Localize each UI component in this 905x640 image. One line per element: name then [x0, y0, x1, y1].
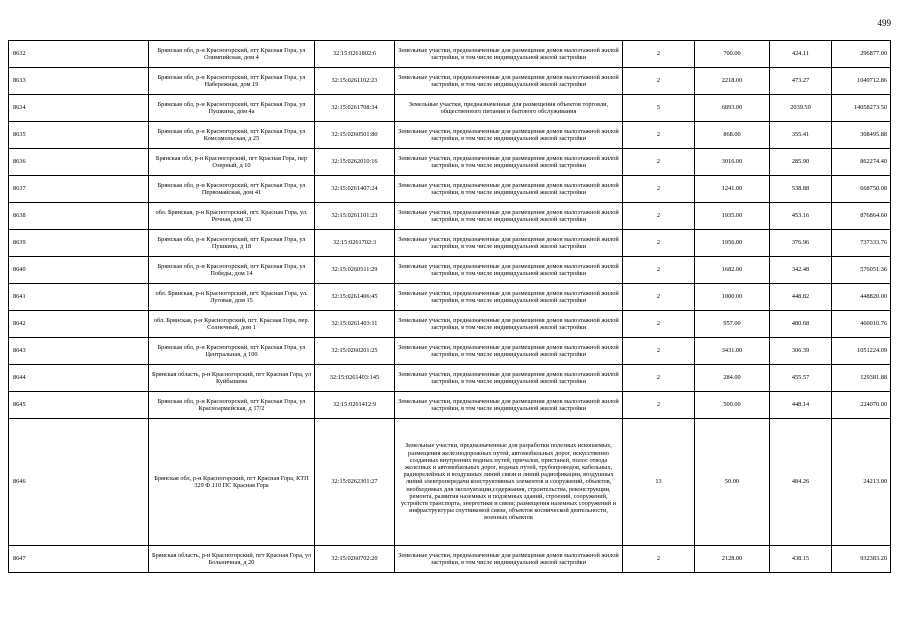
record-number: 8635	[9, 122, 149, 149]
table-row	[9, 95, 891, 122]
specific-value: 484.26	[770, 419, 832, 546]
area-value: 957.00	[695, 311, 770, 338]
use-group: 2	[623, 311, 695, 338]
area-value: 2218.00	[695, 68, 770, 95]
cadastral-value: 129381.88	[832, 365, 891, 392]
record-number: 8641	[9, 284, 149, 311]
land-use-purpose: Земельные участки, предназначенные для размещения домов малоэтажной жилой застройки, в том числе индивидуальной жилой застройки	[395, 68, 623, 95]
record-number: 8640	[9, 257, 149, 284]
area-value: 1956.00	[695, 230, 770, 257]
specific-value: 473.27	[770, 68, 832, 95]
specific-value: 448.82	[770, 284, 832, 311]
page-number: 499	[877, 18, 891, 28]
cadastral-number: 32:15:0262010:16	[315, 149, 395, 176]
use-group: 2	[623, 68, 695, 95]
address-cell: Брянская обл, р-н Красногорский, пгт Красная Гора, ул Комсомольская, д 25	[149, 122, 315, 149]
record-number: 8645	[9, 392, 149, 419]
address-cell: Брянская обл, р-н Красногорский, пгт Красная Гора, ул Центральная, д 100	[149, 338, 315, 365]
table-row	[9, 176, 891, 203]
table-row	[9, 284, 891, 311]
land-use-purpose: Земельные участки, предназначенные для размещения домов малоэтажной жилой застройки, в том числе индивидуальной жилой застройки	[395, 257, 623, 284]
use-group: 2	[623, 257, 695, 284]
cadastral-value: 308495.88	[832, 122, 891, 149]
land-use-purpose: Земельные участки, предназначенные для размещения домов малоэтажной жилой застройки, в том числе индивидуальной жилой застройки	[395, 546, 623, 573]
table-row	[9, 392, 891, 419]
address-cell: Брянская область, р-н Красногорский, пгт Красная Гора, ул Куйбышева	[149, 365, 315, 392]
table-row	[9, 230, 891, 257]
table-row	[9, 311, 891, 338]
cadastral-number: 32:15:0261407:24	[315, 176, 395, 203]
cadastral-value: 14058273.50	[832, 95, 891, 122]
address-cell: Брянская обл, р-н Красногорский, пгт Красная Гора, ул Олимпийская, дом 4	[149, 41, 315, 68]
specific-value: 448.14	[770, 392, 832, 419]
table-row	[9, 41, 891, 68]
address-cell: обл. Брянская, р-н Красногорский, пгт. Красная Гора, ул. Речная, дом 33	[149, 203, 315, 230]
table-row	[9, 122, 891, 149]
cadastral-value: 460010.76	[832, 311, 891, 338]
cadastral-number: 32:15:0261101:23	[315, 203, 395, 230]
table-row	[9, 149, 891, 176]
land-use-purpose: Земельные участки, предназначенные для разработки полезных ископаемых, размещения железнодорожных путей, автомобильных дорог, искусственно созданных внутренних водных путей, причалов, пристаней, полос отвода железных и автомобильных дорог, водных путей, трубопроводов, кабельных, радиорелейных и воздушных линий связи и линий радиофикации, воздушных линий электропередачи конструктивных элементов и сооружений, объектов, необходимых для эксплуатации,содержания, строительства, реконструкции, ремонта, развития наземных и подземных зданий, строений, сооружений, устройств транспорта, энергетики и связи; размещения наземных сооружений и инфраструктуры спутниковой связи, объектов космической деятельности, военных объектов	[395, 419, 623, 546]
land-registry-table	[8, 40, 891, 573]
land-use-purpose: Земельные участки, предназначенные для размещения домов малоэтажной жилой застройки, в том числе индивидуальной жилой застройки	[395, 203, 623, 230]
table-row	[9, 419, 891, 546]
land-use-purpose: Земельные участки, предназначенные для размещения домов малоэтажной жилой застройки, в том числе индивидуальной жилой застройки	[395, 41, 623, 68]
table-row	[9, 68, 891, 95]
record-number: 8637	[9, 176, 149, 203]
land-use-purpose: Земельные участки, предназначенные для размещения домов малоэтажной жилой застройки, в том числе индивидуальной жилой застройки	[395, 122, 623, 149]
area-value: 3016.00	[695, 149, 770, 176]
record-number: 8647	[9, 546, 149, 573]
cadastral-value: 1049712.86	[832, 68, 891, 95]
table-row	[9, 546, 891, 573]
specific-value: 538.88	[770, 176, 832, 203]
specific-value: 455.57	[770, 365, 832, 392]
cadastral-number: 32:15:0260702:20	[315, 546, 395, 573]
area-value: 1682.00	[695, 257, 770, 284]
record-number: 8644	[9, 365, 149, 392]
cadastral-value: 932383.20	[832, 546, 891, 573]
use-group: 2	[623, 122, 695, 149]
use-group: 2	[623, 392, 695, 419]
cadastral-number: 32:15:0261802:6	[315, 41, 395, 68]
cadastral-number: 32:15:0261403:11	[315, 311, 395, 338]
area-value: 1000.00	[695, 284, 770, 311]
registry-body	[9, 41, 891, 573]
cadastral-number: 32:15:0261412:9	[315, 392, 395, 419]
record-number: 8643	[9, 338, 149, 365]
use-group: 2	[623, 338, 695, 365]
record-number: 8642	[9, 311, 149, 338]
specific-value: 376.96	[770, 230, 832, 257]
cadastral-number: 32:15:0262301:27	[315, 419, 395, 546]
use-group: 2	[623, 176, 695, 203]
land-use-purpose: Земельные участки, предназначенные для размещения домов малоэтажной жилой застройки, в том числе индивидуальной жилой застройки	[395, 230, 623, 257]
cadastral-value: 876864.60	[832, 203, 891, 230]
specific-value: 424.11	[770, 41, 832, 68]
cadastral-value: 224070.00	[832, 392, 891, 419]
use-group: 2	[623, 41, 695, 68]
use-group: 13	[623, 419, 695, 546]
cadastral-number: 32:15:0260501:80	[315, 122, 395, 149]
specific-value: 285.90	[770, 149, 832, 176]
table-row	[9, 257, 891, 284]
area-value: 700.00	[695, 41, 770, 68]
cadastral-value: 576051.36	[832, 257, 891, 284]
address-cell: Брянская обл, р-н Красногорский, пгт Красная Гора, ул Пушкина, дом 4а	[149, 95, 315, 122]
use-group: 2	[623, 203, 695, 230]
address-cell: Брянская обл, р-н Красногорский, пгт Красная Гора, ул Набережная, дом 19	[149, 68, 315, 95]
cadastral-value: 24213.00	[832, 419, 891, 546]
address-cell: Брянская обл, р-н Красногорский, пгт Красная Гора, пер Озерный, д 10	[149, 149, 315, 176]
cadastral-value: 296877.00	[832, 41, 891, 68]
cadastral-value: 668750.08	[832, 176, 891, 203]
area-value: 2128.00	[695, 546, 770, 573]
record-number: 8632	[9, 41, 149, 68]
cadastral-value: 737333.76	[832, 230, 891, 257]
use-group: 2	[623, 546, 695, 573]
specific-value: 2039.50	[770, 95, 832, 122]
address-cell: Брянская обл, р-н Красногорский, пгт Красная Гора, ул Первомайская, дом 41	[149, 176, 315, 203]
address-cell: обл. Брянская, р-н Красногорский, пгт. Красная Гора, пер. Солнечный, дом 1	[149, 311, 315, 338]
cadastral-number: 32:15:0261102:23	[315, 68, 395, 95]
area-value: 6893.00	[695, 95, 770, 122]
record-number: 8636	[9, 149, 149, 176]
record-number: 8634	[9, 95, 149, 122]
land-use-purpose: Земельные участки, предназначенные для размещения домов малоэтажной жилой застройки, в том числе индивидуальной жилой застройки	[395, 392, 623, 419]
address-cell: обл. Брянская, р-н Красногорский, пгт. Красная Гора, ул. Луговая, дом 15	[149, 284, 315, 311]
specific-value: 480.68	[770, 311, 832, 338]
table-row	[9, 338, 891, 365]
cadastral-number: 32:15:0260201:25	[315, 338, 395, 365]
use-group: 2	[623, 284, 695, 311]
land-use-purpose: Земельные участки, предназначенные для размещения объектов торговли, общественного питания и бытового обслуживания	[395, 95, 623, 122]
area-value: 1935.00	[695, 203, 770, 230]
address-cell: Брянская обл, р-н Красногорский, пгт Красная Гора, ул Красноармейская, д 17/2	[149, 392, 315, 419]
cadastral-number: 32:15:0261403:145	[315, 365, 395, 392]
table-row	[9, 365, 891, 392]
area-value: 868.00	[695, 122, 770, 149]
cadastral-number: 32:15:0261406:45	[315, 284, 395, 311]
cadastral-number: 32:15:0261708:34	[315, 95, 395, 122]
use-group: 5	[623, 95, 695, 122]
record-number: 8639	[9, 230, 149, 257]
address-cell: Брянская область, р-н Красногорский, пгт Красная Гора, ул Больничная, д 20	[149, 546, 315, 573]
specific-value: 453.16	[770, 203, 832, 230]
cadastral-number: 32:15:0261702:3	[315, 230, 395, 257]
record-number: 8646	[9, 419, 149, 546]
land-use-purpose: Земельные участки, предназначенные для размещения домов малоэтажной жилой застройки, в том числе индивидуальной жилой застройки	[395, 338, 623, 365]
area-value: 500.00	[695, 392, 770, 419]
area-value: 284.00	[695, 365, 770, 392]
cadastral-value: 862274.40	[832, 149, 891, 176]
area-value: 1241.00	[695, 176, 770, 203]
use-group: 2	[623, 230, 695, 257]
table-row	[9, 203, 891, 230]
cadastral-number: 32:15:0260511:29	[315, 257, 395, 284]
address-cell: Брянская обл, р-н Красногорский, пгт Красная Гора, ул Победы, дом 14	[149, 257, 315, 284]
specific-value: 355.41	[770, 122, 832, 149]
area-value: 3431.00	[695, 338, 770, 365]
land-use-purpose: Земельные участки, предназначенные для размещения домов малоэтажной жилой застройки, в том числе индивидуальной жилой застройки	[395, 176, 623, 203]
area-value: 50.00	[695, 419, 770, 546]
address-cell: Брянская обл, р-н Красногорский, пгт Красная Гора, ул Пушкина, д 18	[149, 230, 315, 257]
land-use-purpose: Земельные участки, предназначенные для размещения домов малоэтажной жилой застройки, в том числе индивидуальной жилой застройки	[395, 149, 623, 176]
record-number: 8633	[9, 68, 149, 95]
specific-value: 438.15	[770, 546, 832, 573]
cadastral-value: 448820.00	[832, 284, 891, 311]
specific-value: 306.39	[770, 338, 832, 365]
specific-value: 342.48	[770, 257, 832, 284]
land-use-purpose: Земельные участки, предназначенные для размещения домов малоэтажной жилой застройки, в том числе индивидуальной жилой застройки	[395, 365, 623, 392]
address-cell: Брянская обл, р-н Красногорский, пгт Красная Гора, КТП 329 Ф.110 ПС Красная Гора	[149, 419, 315, 546]
use-group: 2	[623, 365, 695, 392]
land-use-purpose: Земельные участки, предназначенные для размещения домов малоэтажной жилой застройки, в том числе индивидуальной жилой застройки	[395, 311, 623, 338]
land-use-purpose: Земельные участки, предназначенные для размещения домов малоэтажной жилой застройки, в том числе индивидуальной жилой застройки	[395, 284, 623, 311]
use-group: 2	[623, 149, 695, 176]
cadastral-value: 1051224.09	[832, 338, 891, 365]
record-number: 8638	[9, 203, 149, 230]
